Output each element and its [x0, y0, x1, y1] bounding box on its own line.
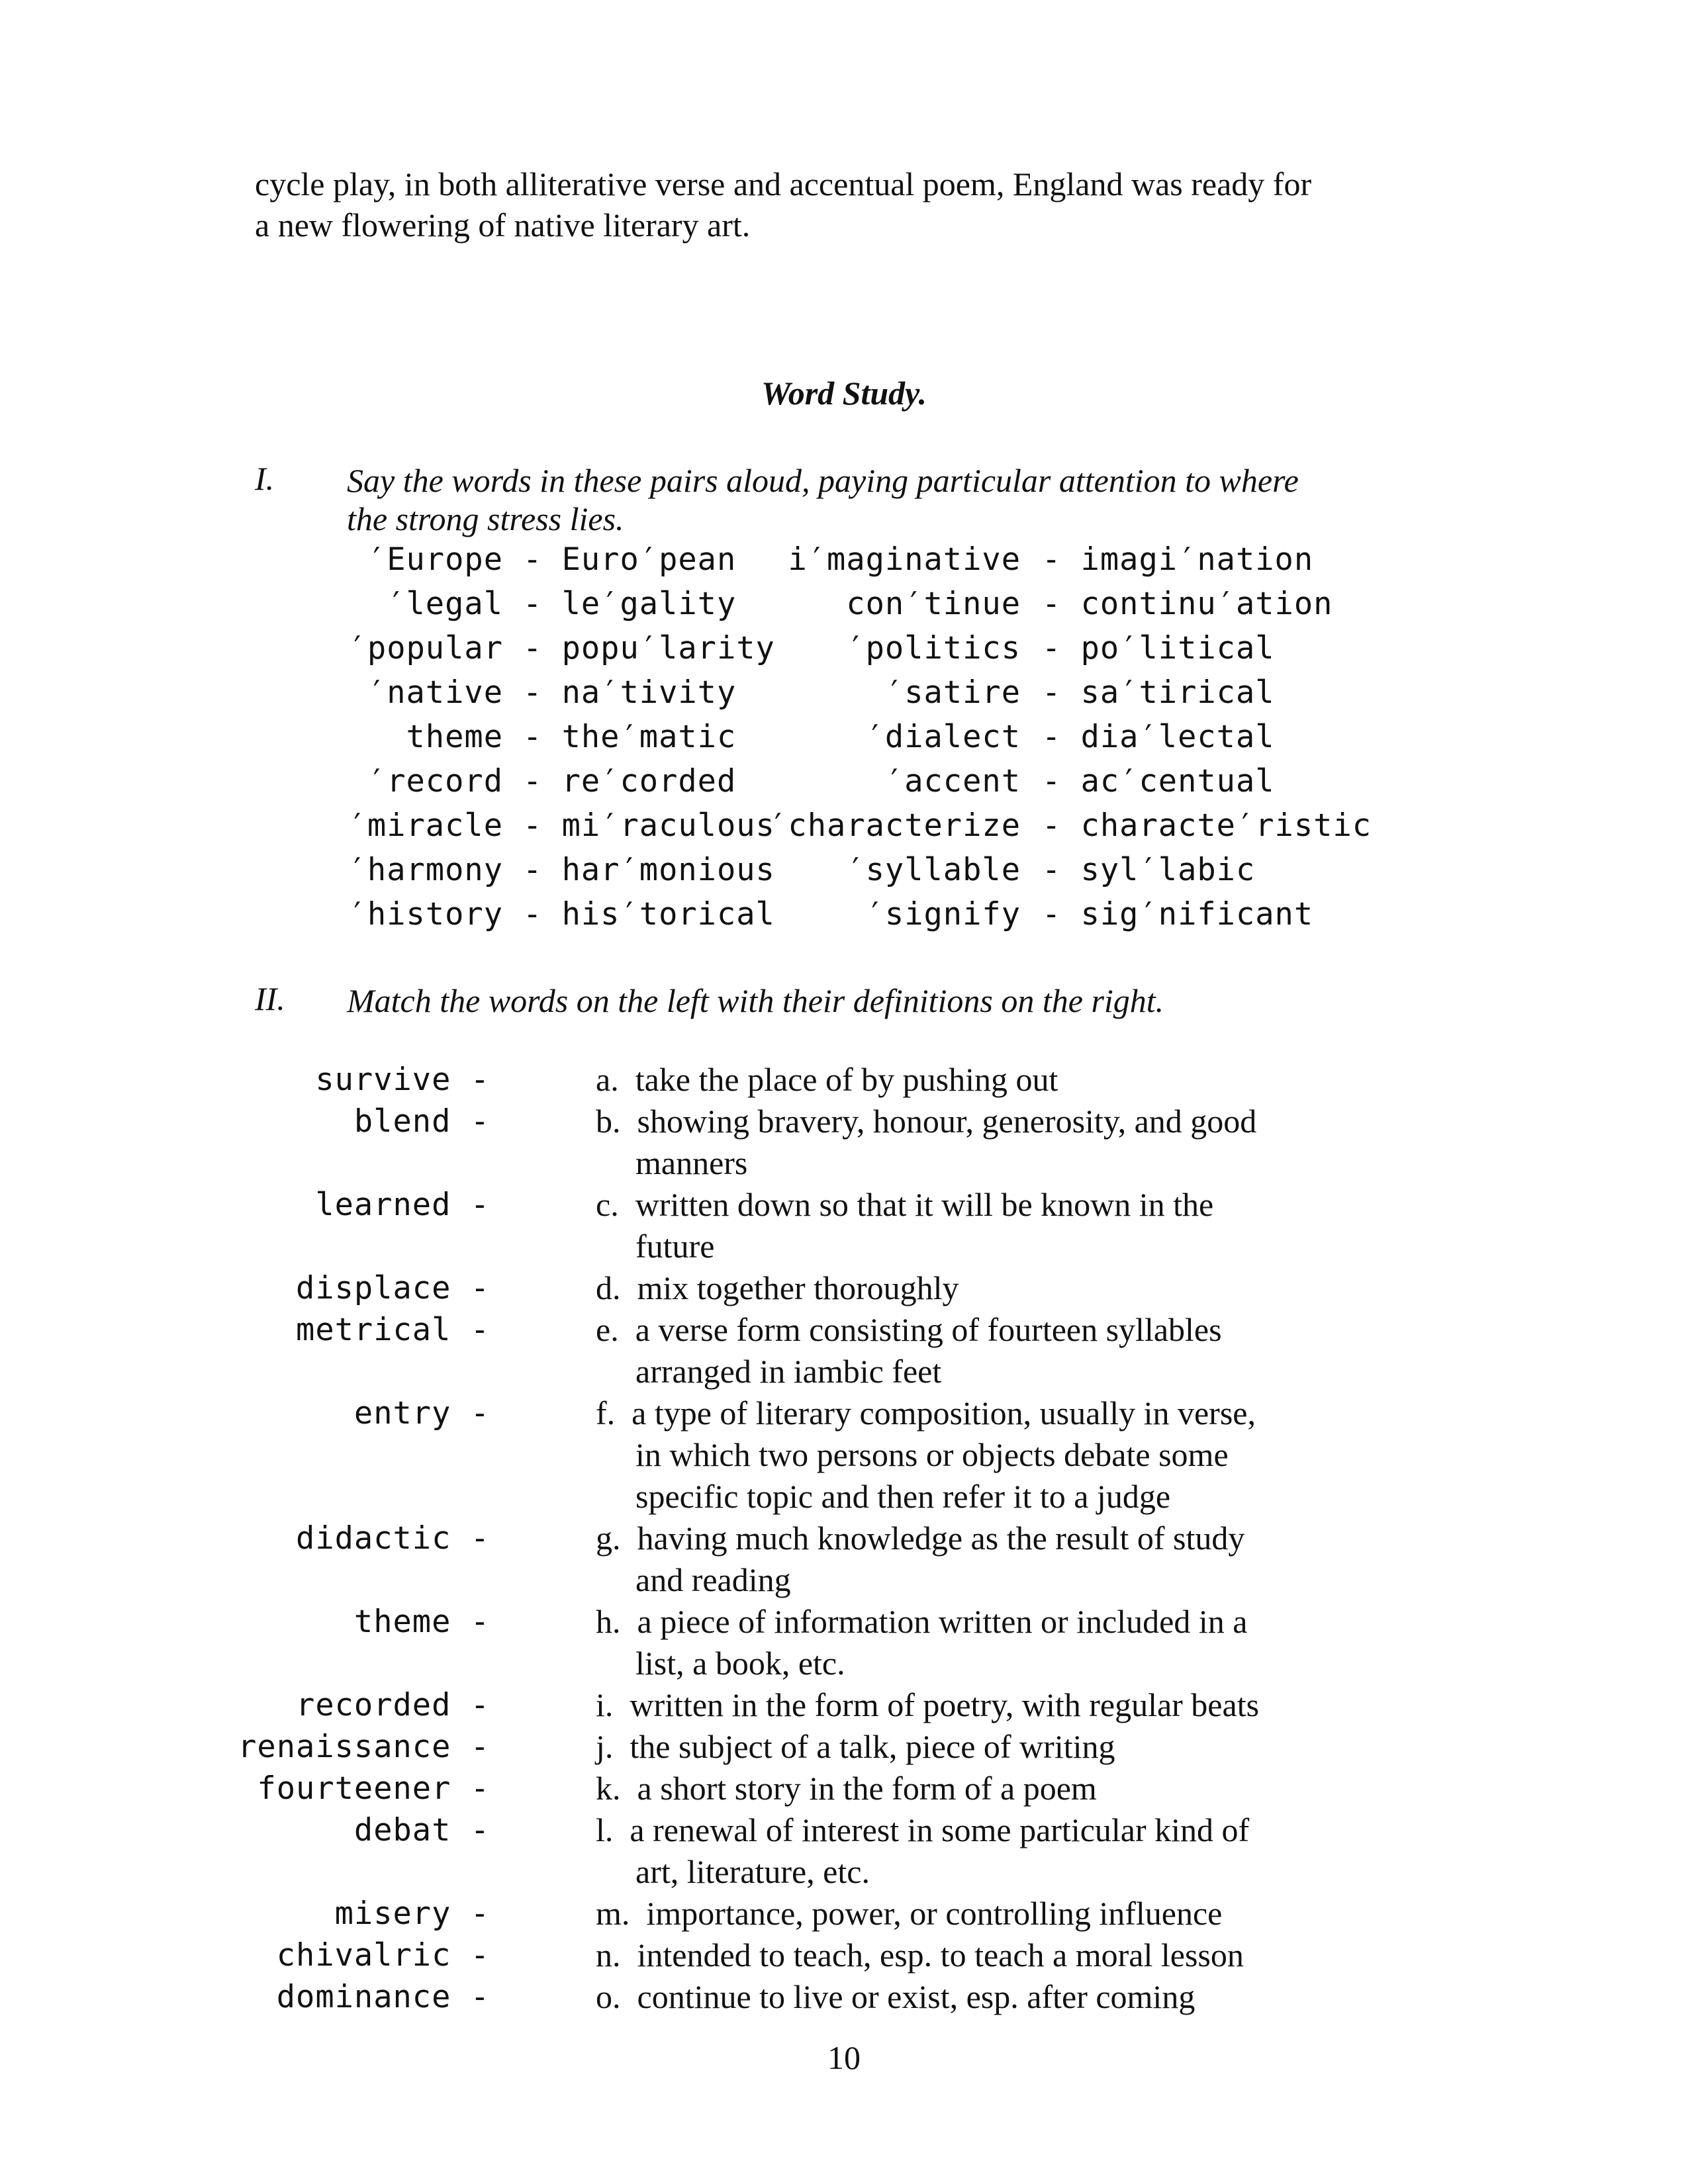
stress-pair-row — [0, 630, 1688, 674]
base-word: ′dialect — [865, 719, 1021, 755]
base-word: ′history — [348, 896, 503, 933]
base-word: ′popular — [348, 630, 503, 666]
definition-text: continue to live or exist, esp. after coming — [637, 1978, 1196, 2015]
exercise-2-number: II. — [255, 980, 285, 1017]
derived-word: - continu′ation — [1042, 586, 1333, 622]
vocabulary-word: recorded - — [296, 1687, 490, 1723]
definition-item — [596, 1809, 1249, 1893]
definition-item — [596, 1059, 1058, 1101]
derived-word: - sa′tirical — [1042, 674, 1275, 711]
base-word: ′syllable — [846, 852, 1021, 888]
definition-item — [596, 1518, 1244, 1601]
definition-letter: k. — [596, 1770, 621, 1807]
stress-pair-row — [0, 719, 1688, 763]
derived-word: - dia′lectal — [1042, 719, 1275, 755]
base-word: ′accent — [884, 763, 1021, 799]
base-word: theme — [406, 719, 503, 755]
stress-pair-row — [0, 852, 1688, 896]
vocabulary-word: fourteener - — [257, 1770, 490, 1807]
definition-item — [596, 1976, 1195, 2018]
definition-text: a type of literary composition, usually in verse, — [632, 1394, 1256, 1432]
definition-item — [596, 1309, 1222, 1392]
definition-item — [596, 1684, 1259, 1726]
base-word: ′record — [367, 763, 503, 799]
definition-item — [596, 1934, 1244, 1976]
vocabulary-word: metrical - — [296, 1312, 490, 1348]
derived-word: - na′tivity — [523, 674, 737, 711]
exercise-1-number: I. — [255, 460, 275, 497]
definition-letter: i. — [596, 1686, 614, 1723]
definition-letter: e. — [596, 1311, 619, 1348]
vocabulary-word: debat - — [353, 1812, 490, 1848]
derived-word: - the′matic — [523, 719, 737, 755]
base-word: ′politics — [846, 630, 1021, 666]
definition-letter: b. — [596, 1103, 621, 1140]
definition-item — [596, 1726, 1115, 1768]
definition-text: showing bravery, honour, generosity, and good — [637, 1103, 1257, 1140]
definition-letter: g. — [596, 1520, 621, 1557]
intro-paragraph — [255, 163, 1446, 246]
vocabulary-word: didactic - — [296, 1520, 490, 1557]
exercise-1-instruction — [347, 459, 1299, 540]
definition-letter: o. — [596, 1978, 621, 2015]
definition-text: specific topic and then refer it to a judge — [635, 1478, 1171, 1515]
base-word: ′satire — [884, 674, 1021, 711]
base-word: i′maginative — [788, 541, 1021, 578]
derived-word: - Euro′pean — [523, 541, 737, 578]
definition-text: mix together thoroughly — [637, 1269, 959, 1306]
section-title: Word Study. — [761, 375, 927, 412]
base-word: ′signify — [865, 896, 1021, 933]
definition-text: a verse form consisting of fourteen syllables — [635, 1311, 1222, 1348]
definition-letter: m. — [596, 1895, 630, 1932]
derived-word: - his′torical — [523, 896, 775, 933]
definition-letter: h. — [596, 1603, 621, 1640]
vocabulary-word: theme - — [353, 1604, 490, 1640]
instruction-line: the strong stress lies. — [347, 500, 624, 537]
definition-letter: a. — [596, 1061, 619, 1098]
derived-word: - re′corded — [523, 763, 737, 799]
base-word: ′characterize — [769, 807, 1021, 844]
derived-word: - sig′nificant — [1042, 896, 1314, 933]
stress-pair-row — [0, 541, 1688, 586]
definition-text: art, literature, etc. — [635, 1853, 870, 1890]
derived-word: - mi′raculous — [523, 807, 775, 844]
definition-text: the subject of a talk, piece of writing — [630, 1728, 1115, 1765]
intro-line: a new flowering of native literary art. — [255, 206, 751, 244]
derived-word: - har′monious — [523, 852, 775, 888]
stress-pairs-table — [0, 541, 1688, 940]
definition-item — [596, 1101, 1256, 1184]
definition-item — [596, 1267, 959, 1309]
derived-word: - characte′ristic — [1042, 807, 1372, 844]
definition-text: and reading — [635, 1561, 791, 1598]
definition-text: a short story in the form of a poem — [637, 1770, 1097, 1807]
definition-text: intended to teach, esp. to teach a moral lesson — [637, 1936, 1244, 1974]
derived-word: - imagi′nation — [1042, 541, 1314, 578]
definition-letter: n. — [596, 1936, 621, 1974]
definition-text: manners — [635, 1144, 748, 1181]
definition-letter: j. — [596, 1728, 614, 1765]
vocabulary-word: dominance - — [276, 1979, 490, 2015]
definition-text: take the place of by pushing out — [635, 1061, 1058, 1098]
base-word: ′Europe — [367, 541, 503, 578]
definition-text: arranged in iambic feet — [635, 1353, 942, 1390]
exercise-2-instruction: Match the words on the left with their definitions on the right. — [347, 982, 1164, 1019]
vocabulary-word: survive - — [315, 1062, 490, 1098]
base-word: ′legal — [387, 586, 503, 622]
vocabulary-word: displace - — [296, 1270, 490, 1306]
stress-pair-row — [0, 896, 1688, 940]
definition-item — [596, 1893, 1222, 1934]
vocabulary-word: learned - — [315, 1187, 490, 1223]
definition-text: future — [635, 1228, 715, 1265]
vocabulary-word: misery - — [334, 1895, 490, 1932]
base-word: ′miracle — [348, 807, 503, 844]
vocabulary-word: chivalric - — [276, 1937, 490, 1974]
definition-letter: d. — [596, 1269, 621, 1306]
definition-item — [596, 1184, 1213, 1267]
instruction-line: Say the words in these pairs aloud, paying particular attention to where — [347, 462, 1299, 499]
definition-letter: c. — [596, 1186, 619, 1223]
stress-pair-row — [0, 763, 1688, 807]
definition-item — [596, 1601, 1247, 1684]
page-number: 10 — [827, 2039, 861, 2076]
definition-item — [596, 1392, 1256, 1518]
base-word: ′harmony — [348, 852, 503, 888]
base-word: ′native — [367, 674, 503, 711]
derived-word: - ac′centual — [1042, 763, 1275, 799]
stress-pair-row — [0, 586, 1688, 630]
stress-pair-row — [0, 807, 1688, 852]
definition-text: having much knowledge as the result of study — [637, 1520, 1245, 1557]
definition-letter: f. — [596, 1394, 616, 1432]
derived-word: - le′gality — [523, 586, 737, 622]
vocabulary-word: renaissance - — [238, 1729, 490, 1765]
definition-text: in which two persons or objects debate some — [635, 1436, 1229, 1473]
vocabulary-word: entry - — [353, 1395, 490, 1432]
derived-word: - syl′labic — [1042, 852, 1256, 888]
definition-item — [596, 1768, 1097, 1809]
definition-text: a piece of information written or included in a — [637, 1603, 1248, 1640]
derived-word: - popu′larity — [523, 630, 775, 666]
definition-text: written in the form of poetry, with regular beats — [630, 1686, 1260, 1723]
definition-text: a renewal of interest in some particular kind of — [630, 1811, 1250, 1848]
definition-letter: l. — [596, 1811, 614, 1848]
derived-word: - po′litical — [1042, 630, 1275, 666]
base-word: con′tinue — [846, 586, 1021, 622]
stress-pair-row — [0, 674, 1688, 719]
definition-text: importance, power, or controlling influence — [646, 1895, 1223, 1932]
definition-text: list, a book, etc. — [635, 1645, 845, 1682]
intro-line: cycle play, in both alliterative verse and accentual poem, England was ready for — [255, 165, 1312, 203]
vocabulary-word: blend - — [353, 1103, 490, 1140]
definition-text: written down so that it will be known in the — [635, 1186, 1214, 1223]
